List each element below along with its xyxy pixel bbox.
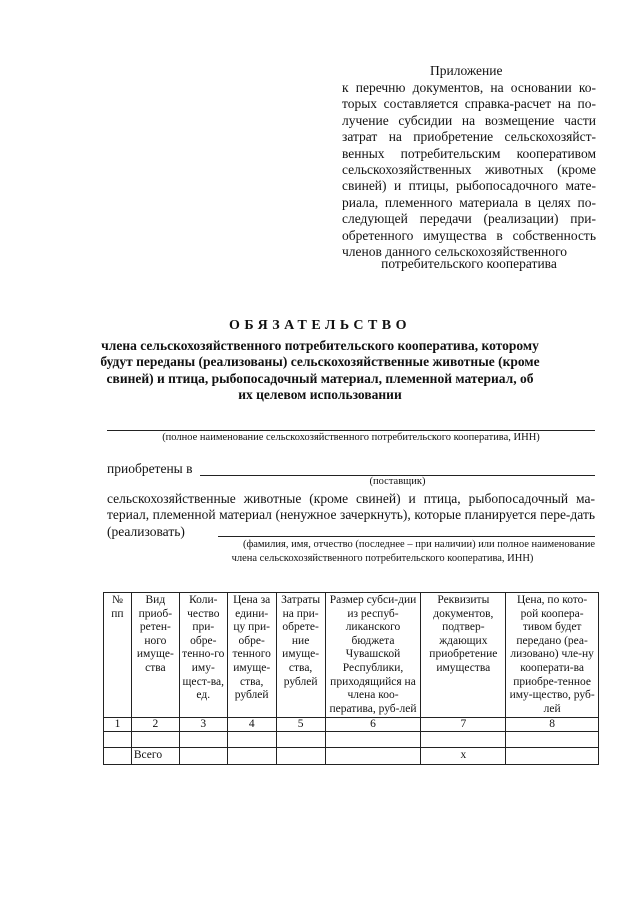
document-title: ОБЯЗАТЕЛЬСТВО bbox=[228, 318, 412, 333]
acquisition-table bbox=[103, 592, 599, 765]
coop-name-line[interactable] bbox=[107, 418, 595, 431]
table-cell[interactable] bbox=[506, 748, 599, 765]
column-number: 5 bbox=[276, 718, 325, 732]
table-cell[interactable] bbox=[227, 748, 276, 765]
table-cell[interactable] bbox=[104, 748, 132, 765]
table-cell[interactable] bbox=[179, 748, 227, 765]
column-number: 6 bbox=[325, 718, 421, 732]
acquired-label: приобретены в bbox=[107, 461, 193, 476]
header-cell-type: Вид приоб-ретен-ного имуще-ства bbox=[131, 593, 179, 718]
column-number: 1 bbox=[104, 718, 132, 732]
supplier-caption: (поставщик) bbox=[369, 476, 426, 487]
header-cell-transfer-price: Цена, по кото-рой коопера-тивом будет передано (реа-лизовано) чле-ну кооперати-ва приобре-тенное иму-щество, руб-лей bbox=[506, 593, 599, 718]
header-cell-number: № пп bbox=[104, 593, 132, 718]
table-cell[interactable] bbox=[179, 732, 227, 748]
total-mark: х bbox=[421, 748, 506, 765]
column-number: 7 bbox=[421, 718, 506, 732]
table-cell[interactable] bbox=[276, 732, 325, 748]
column-number-row bbox=[104, 718, 599, 732]
appendix-title: Приложение bbox=[430, 63, 503, 78]
table-cell[interactable] bbox=[506, 732, 599, 748]
column-number: 4 bbox=[227, 718, 276, 732]
total-row bbox=[104, 748, 599, 765]
coop-name-caption: (полное наименование сельскохозяйственного потребительского кооператива, ИНН) bbox=[162, 432, 540, 443]
table-cell[interactable] bbox=[325, 732, 421, 748]
document-subtitle: члена сельскохозяйственного потребительского кооператива, которому будут переданы (реализованы) сельскохозяйственные животные (кроме свиней) и птица, рыбопосадочный материал, племенной материал, об их целевом использовании bbox=[100, 338, 540, 403]
member-caption-1: (фамилия, имя, отчество (последнее – при наличии) или полное наименование bbox=[242, 539, 595, 550]
column-number: 8 bbox=[506, 718, 599, 732]
table-header-row bbox=[104, 593, 599, 718]
table-cell[interactable] bbox=[276, 748, 325, 765]
table-row bbox=[104, 732, 599, 748]
table-cell[interactable] bbox=[325, 748, 421, 765]
table-cell[interactable] bbox=[131, 732, 179, 748]
table-cell[interactable] bbox=[104, 732, 132, 748]
member-line[interactable] bbox=[218, 522, 595, 537]
member-caption-2: члена сельскохозяйственного потребительского кооператива, ИНН) bbox=[231, 553, 534, 564]
header-cell-subsidy: Размер субси-дии из респуб-ликанского бюджета Чувашской Республики, приходящийся на члена коо-ператива, руб-лей bbox=[325, 593, 421, 718]
column-number: 3 bbox=[179, 718, 227, 732]
header-cell-documents: Реквизиты документов, подтвер-ждающих приобретение имущества bbox=[421, 593, 506, 718]
header-cell-quantity: Коли-чество при-обре-тенно-го иму-щест-ва, ед. bbox=[179, 593, 227, 718]
appendix-last-line: потребительского кооператива bbox=[381, 256, 557, 271]
transfer-paragraph: сельскохозяйственные животные (кроме свиней) и птица, рыбопосадочный ма-териал, племенной материал (ненужное зачеркнуть), которые планируется пере-дать (реализовать) bbox=[107, 491, 595, 539]
supplier-line[interactable] bbox=[200, 460, 595, 476]
appendix-text: к перечню документов, на основании ко-торых составляется справка-расчет на по-лучение субсидии на возмещение части затрат на приобретение сельскохозяйст-венных потребительским кооперативом сельскохозяйственных животных (кроме свиней) и птицы, рыбопосадочного мате-риала, племенного материала в целях по-следующей передачи (реализации) при-обретенного имущества в собственность членов данного сельскохозяйственного bbox=[342, 80, 596, 260]
table-cell[interactable] bbox=[421, 732, 506, 748]
header-cell-unit-price: Цена за едини-цу при-обре-тенного имуще-ства, рублей bbox=[227, 593, 276, 718]
table-cell[interactable] bbox=[227, 732, 276, 748]
column-number: 2 bbox=[131, 718, 179, 732]
header-cell-costs: Затраты на при-обрете-ние имуще-ства, рублей bbox=[276, 593, 325, 718]
total-label: Всего bbox=[131, 748, 179, 765]
